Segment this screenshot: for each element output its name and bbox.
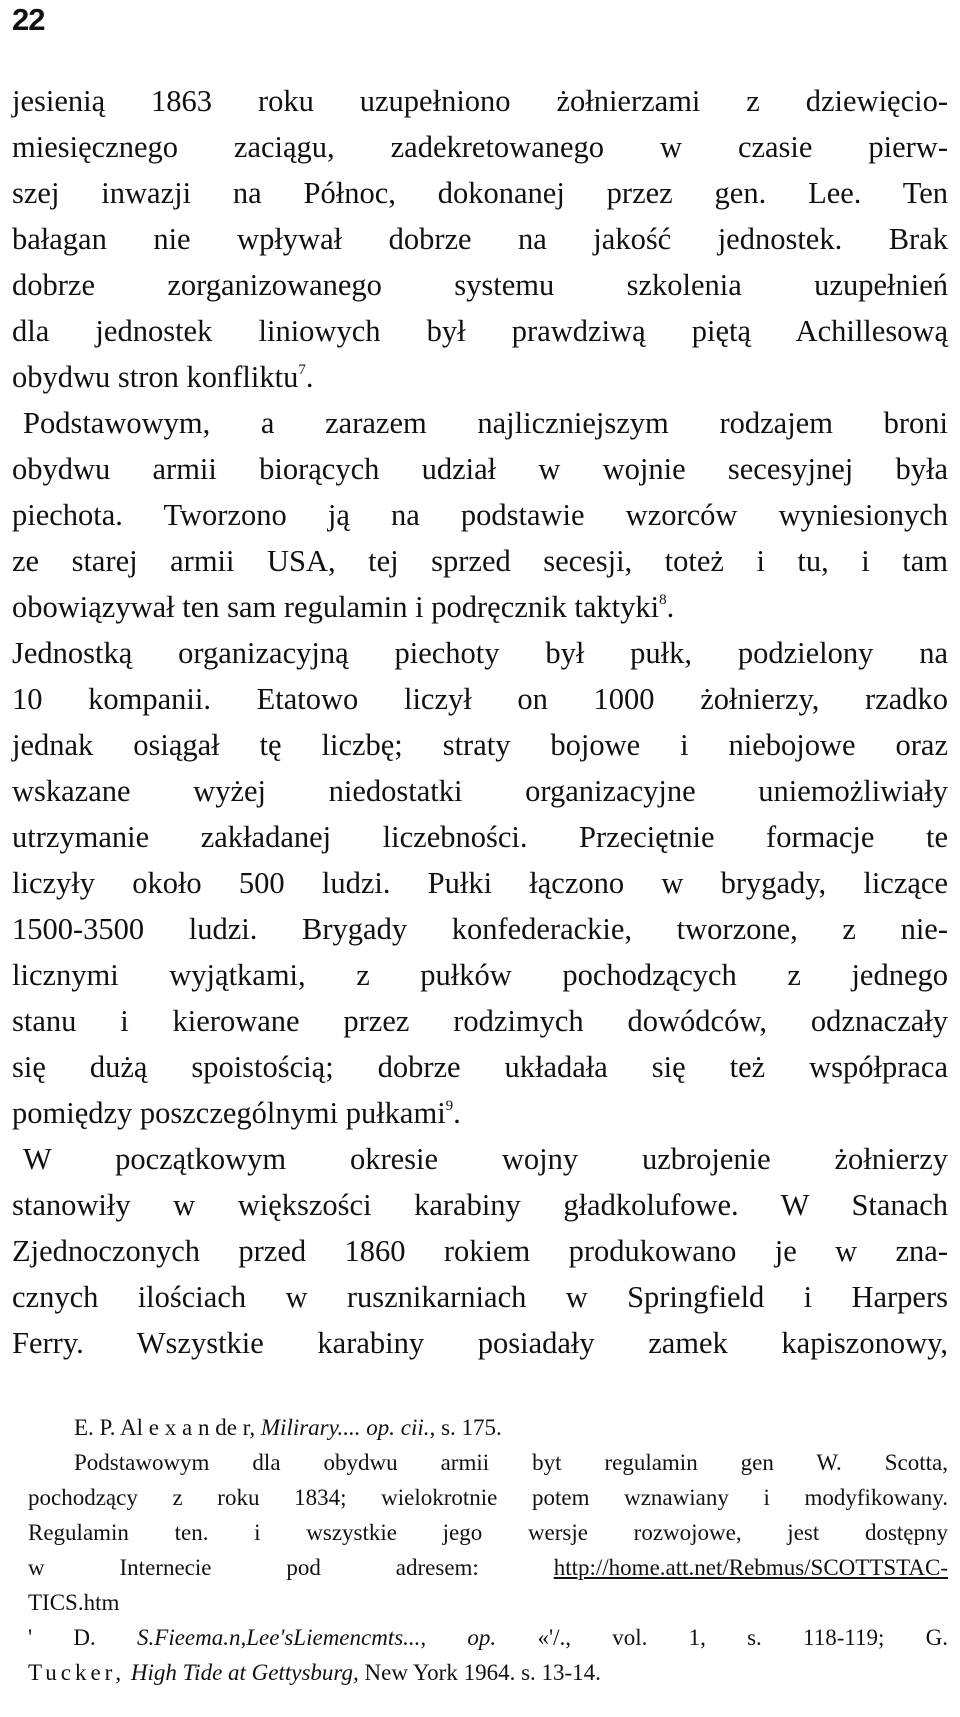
body-text xyxy=(12,78,948,1366)
text-line: szej inwazji na Północ, dokonanej przez gen. Lee. Ten xyxy=(12,176,948,210)
text-line xyxy=(12,354,948,400)
text-line: dla jednostek liniowych był prawdziwą piętą Achillesową xyxy=(12,314,948,348)
footnotes xyxy=(12,1410,948,1690)
footnote-7 xyxy=(12,1410,948,1445)
footnote-text: New York 1964. s. 13-14. xyxy=(364,1660,601,1685)
footnote-8-line: TICS.htm xyxy=(28,1590,120,1615)
text-line xyxy=(12,1090,948,1136)
footnote-8-line: Regulamin ten. i wszystkie jego wersje rozwojowe, jest dostępny xyxy=(28,1520,948,1545)
footnote-title: Milirary.... op. cii., xyxy=(260,1415,436,1440)
text-line: 1500-3500 ludzi. Brygady konfederackie, tworzone, z nie- xyxy=(12,912,948,946)
footnote-8-line xyxy=(12,1550,948,1585)
footnote-title: S.Fieema.n,Lee'sLiemencmts..., op. xyxy=(137,1625,497,1650)
footnote-ref-8: 8 xyxy=(659,592,667,608)
text-line: cznych ilościach w rusznikarniach w Springfield i Harpers xyxy=(12,1280,948,1314)
text-line: Podstawowym, a zarazem najliczniejszym rodzajem broni xyxy=(23,406,948,440)
text-line: dobrze zorganizowanego systemu szkolenia uzupełnień xyxy=(12,268,948,302)
text-line: stanowiły w większości karabiny gładkolufowe. W Stanach xyxy=(12,1188,948,1222)
text-fragment: obydwu stron konfliktu xyxy=(12,360,299,394)
footnote-text: «'/., vol. 1, s. 118-119; G. xyxy=(537,1625,949,1650)
text-line: licznymi wyjątkami, z pułków pochodzących z jednego xyxy=(12,958,948,992)
text-fragment: pomiędzy poszczególnymi pułkami xyxy=(12,1096,446,1130)
text-fragment: . xyxy=(453,1096,461,1130)
text-line: wskazane wyżej niedostatki organizacyjne uniemożliwiały xyxy=(12,774,948,808)
footnote-url-link[interactable]: http://home.att.net/Rebmus/SCOTTSTAC- xyxy=(553,1555,948,1580)
footnote-8-line: Podstawowym dla obydwu armii byt regulamin gen W. Scotta, xyxy=(74,1450,948,1475)
text-line: W początkowym okresie wojny uzbrojenie żołnierzy xyxy=(23,1142,948,1176)
text-line: bałagan nie wpływał dobrze na jakość jednostek. Brak xyxy=(12,222,948,256)
text-fragment: obowiązywał ten sam regulamin i podręcznik taktyki xyxy=(12,590,660,624)
text-line: utrzymanie zakładanej liczebności. Przeciętnie formacje te xyxy=(12,820,948,854)
text-line: jesienią 1863 roku uzupełniono żołnierzami z dziewięcio- xyxy=(12,84,948,118)
footnote-author: E. P. Al e x a n de r, xyxy=(74,1415,256,1440)
footnote-8-line: pochodzący z roku 1834; wielokrotnie potem wznawiany i modyfikowany. xyxy=(28,1485,948,1510)
footnote-text: ' D. xyxy=(28,1625,96,1650)
text-line: jednak osiągał tę liczbę; straty bojowe i niebojowe oraz xyxy=(12,728,948,762)
text-line: miesięcznego zaciągu, zadekretowanego w czasie pierw- xyxy=(12,130,948,164)
footnote-ref-7: 7 xyxy=(298,362,306,378)
text-fragment: . xyxy=(666,590,675,624)
text-line: się dużą spoistością; dobrze układała się też współpraca xyxy=(12,1050,948,1084)
text-line xyxy=(12,584,948,630)
footnote-author: Tucker, xyxy=(28,1660,126,1685)
footnote-text: s. 175. xyxy=(441,1415,502,1440)
text-line: Jednostką organizacyjną piechoty był pułk, podzielony na xyxy=(12,636,948,670)
text-line: liczyły około 500 ludzi. Pułki łączono w brygady, liczące xyxy=(12,866,948,900)
text-line: Ferry. Wszystkie karabiny posiadały zamek kapiszonowy, xyxy=(12,1326,948,1360)
footnote-text: w Internecie pod adresem: xyxy=(28,1555,479,1580)
page-number: 22 xyxy=(12,2,45,37)
text-line: stanu i kierowane przez rodzimych dowódców, odznaczały xyxy=(12,1004,948,1038)
text-line: piechota. Tworzono ją na podstawie wzorców wyniesionych xyxy=(12,498,948,532)
text-fragment: . xyxy=(305,360,314,394)
footnote-9-line xyxy=(12,1620,948,1655)
footnote-ref-9: 9 xyxy=(445,1098,454,1114)
text-line: ze starej armii USA, tej sprzed secesji, toteż i tu, i tam xyxy=(12,544,948,578)
text-line: Zjednoczonych przed 1860 rokiem produkowano je w zna- xyxy=(12,1234,948,1268)
footnote-title: High Tide at Gettysburg, xyxy=(130,1660,359,1685)
text-line: 10 kompanii. Etatowo liczył on 1000 żołnierzy, rzadko xyxy=(12,682,948,716)
footnote-9-line xyxy=(12,1655,948,1690)
text-line: obydwu armii biorących udział w wojnie secesyjnej była xyxy=(12,452,948,486)
